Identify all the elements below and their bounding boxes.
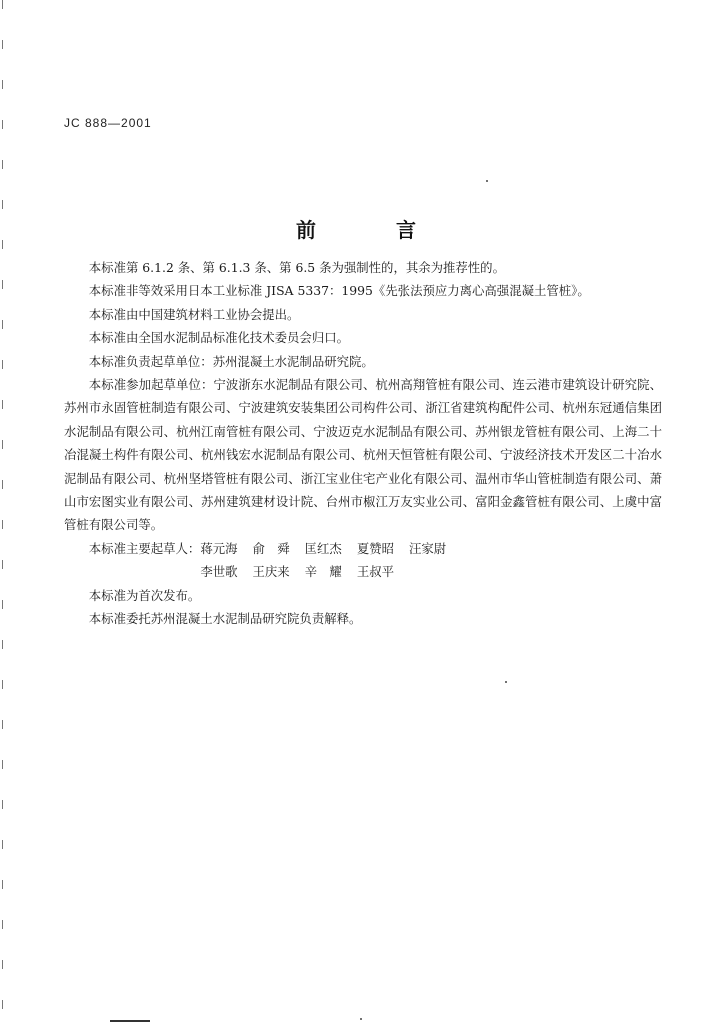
drafter-name: 王叔平: [356, 564, 394, 580]
document-code: JC 888—2001: [64, 116, 152, 130]
scan-speck: [360, 1018, 362, 1020]
drafter-name: 汪家尉: [409, 540, 447, 556]
paragraph-participating-units: 本标准参加起草单位：宁波浙东水泥制品有限公司、杭州高翔管桩有限公司、连云港市建筑设计研究院、苏州市永固管桩制造有限公司、宁波建筑安装集团公司构件公司、浙江省建筑构配件公司、杭州东冠通信集团水泥制品有限公司、杭州江南管桩有限公司、宁波迈克水泥制品有限公司、苏州银龙管桩有限公司、上海二十冶混凝土构件有限公司、杭州钱宏水泥制品有限公司、杭州天恒管桩有限公司、宁波经济技术开发区二十冶水泥制品有限公司、杭州坚塔管桩有限公司、浙江宝业住宅产业化有限公司、温州市华山管桩制造有限公司、萧山市宏图实业有限公司、苏州建筑建材设计院、台州市椒江万友实业公司、富阳金鑫管桩有限公司、上虞中富管桩有限公司等。: [64, 377, 662, 533]
paragraph-first-release: 本标准为首次发布。: [88, 587, 201, 603]
scan-bottom-mark: [110, 1020, 150, 1022]
paragraph-proposer: 本标准由中国建筑材料工业协会提出。: [88, 306, 300, 322]
scan-speck: [486, 180, 488, 182]
paragraph-adopted-standard: 本标准非等效采用日本工业标准 JISA 5337：1995《先张法预应力离心高强混凝土管桩》。: [88, 283, 590, 299]
drafter-name: 王庆来: [252, 564, 290, 580]
drafter-name: 匡红杰: [304, 540, 342, 556]
paragraph-lead-drafter-unit: 本标准负责起草单位：苏州混凝土水泥制品研究院。: [88, 353, 374, 369]
foreword-body: [64, 256, 662, 631]
paragraph-interpretation: 本标准委托苏州混凝土水泥制品研究院负责解释。: [88, 611, 362, 627]
paragraph-mandatory-clauses: 本标准第 6.1.2 条、第 6.1.3 条、第 6.5 条为强制性的，其余为推荐性的。: [88, 260, 505, 275]
drafter-name: 俞 舜: [252, 540, 290, 556]
drafters-names: [200, 537, 470, 584]
drafter-name: 蒋元海: [200, 540, 238, 556]
drafters-label: 本标准主要起草人：: [88, 540, 201, 556]
drafter-name: 辛 耀: [304, 564, 342, 580]
drafter-name: 夏赞昭: [356, 540, 394, 556]
drafter-name: 李世歌: [200, 564, 238, 580]
scan-edge-marks: [2, 0, 3, 1024]
paragraph-centralized-by: 本标准由全国水泥制品标准化技术委员会归口。: [88, 330, 349, 346]
page-title: 前 言: [296, 218, 446, 242]
scan-speck: [505, 681, 507, 683]
drafters-line: [64, 537, 662, 584]
